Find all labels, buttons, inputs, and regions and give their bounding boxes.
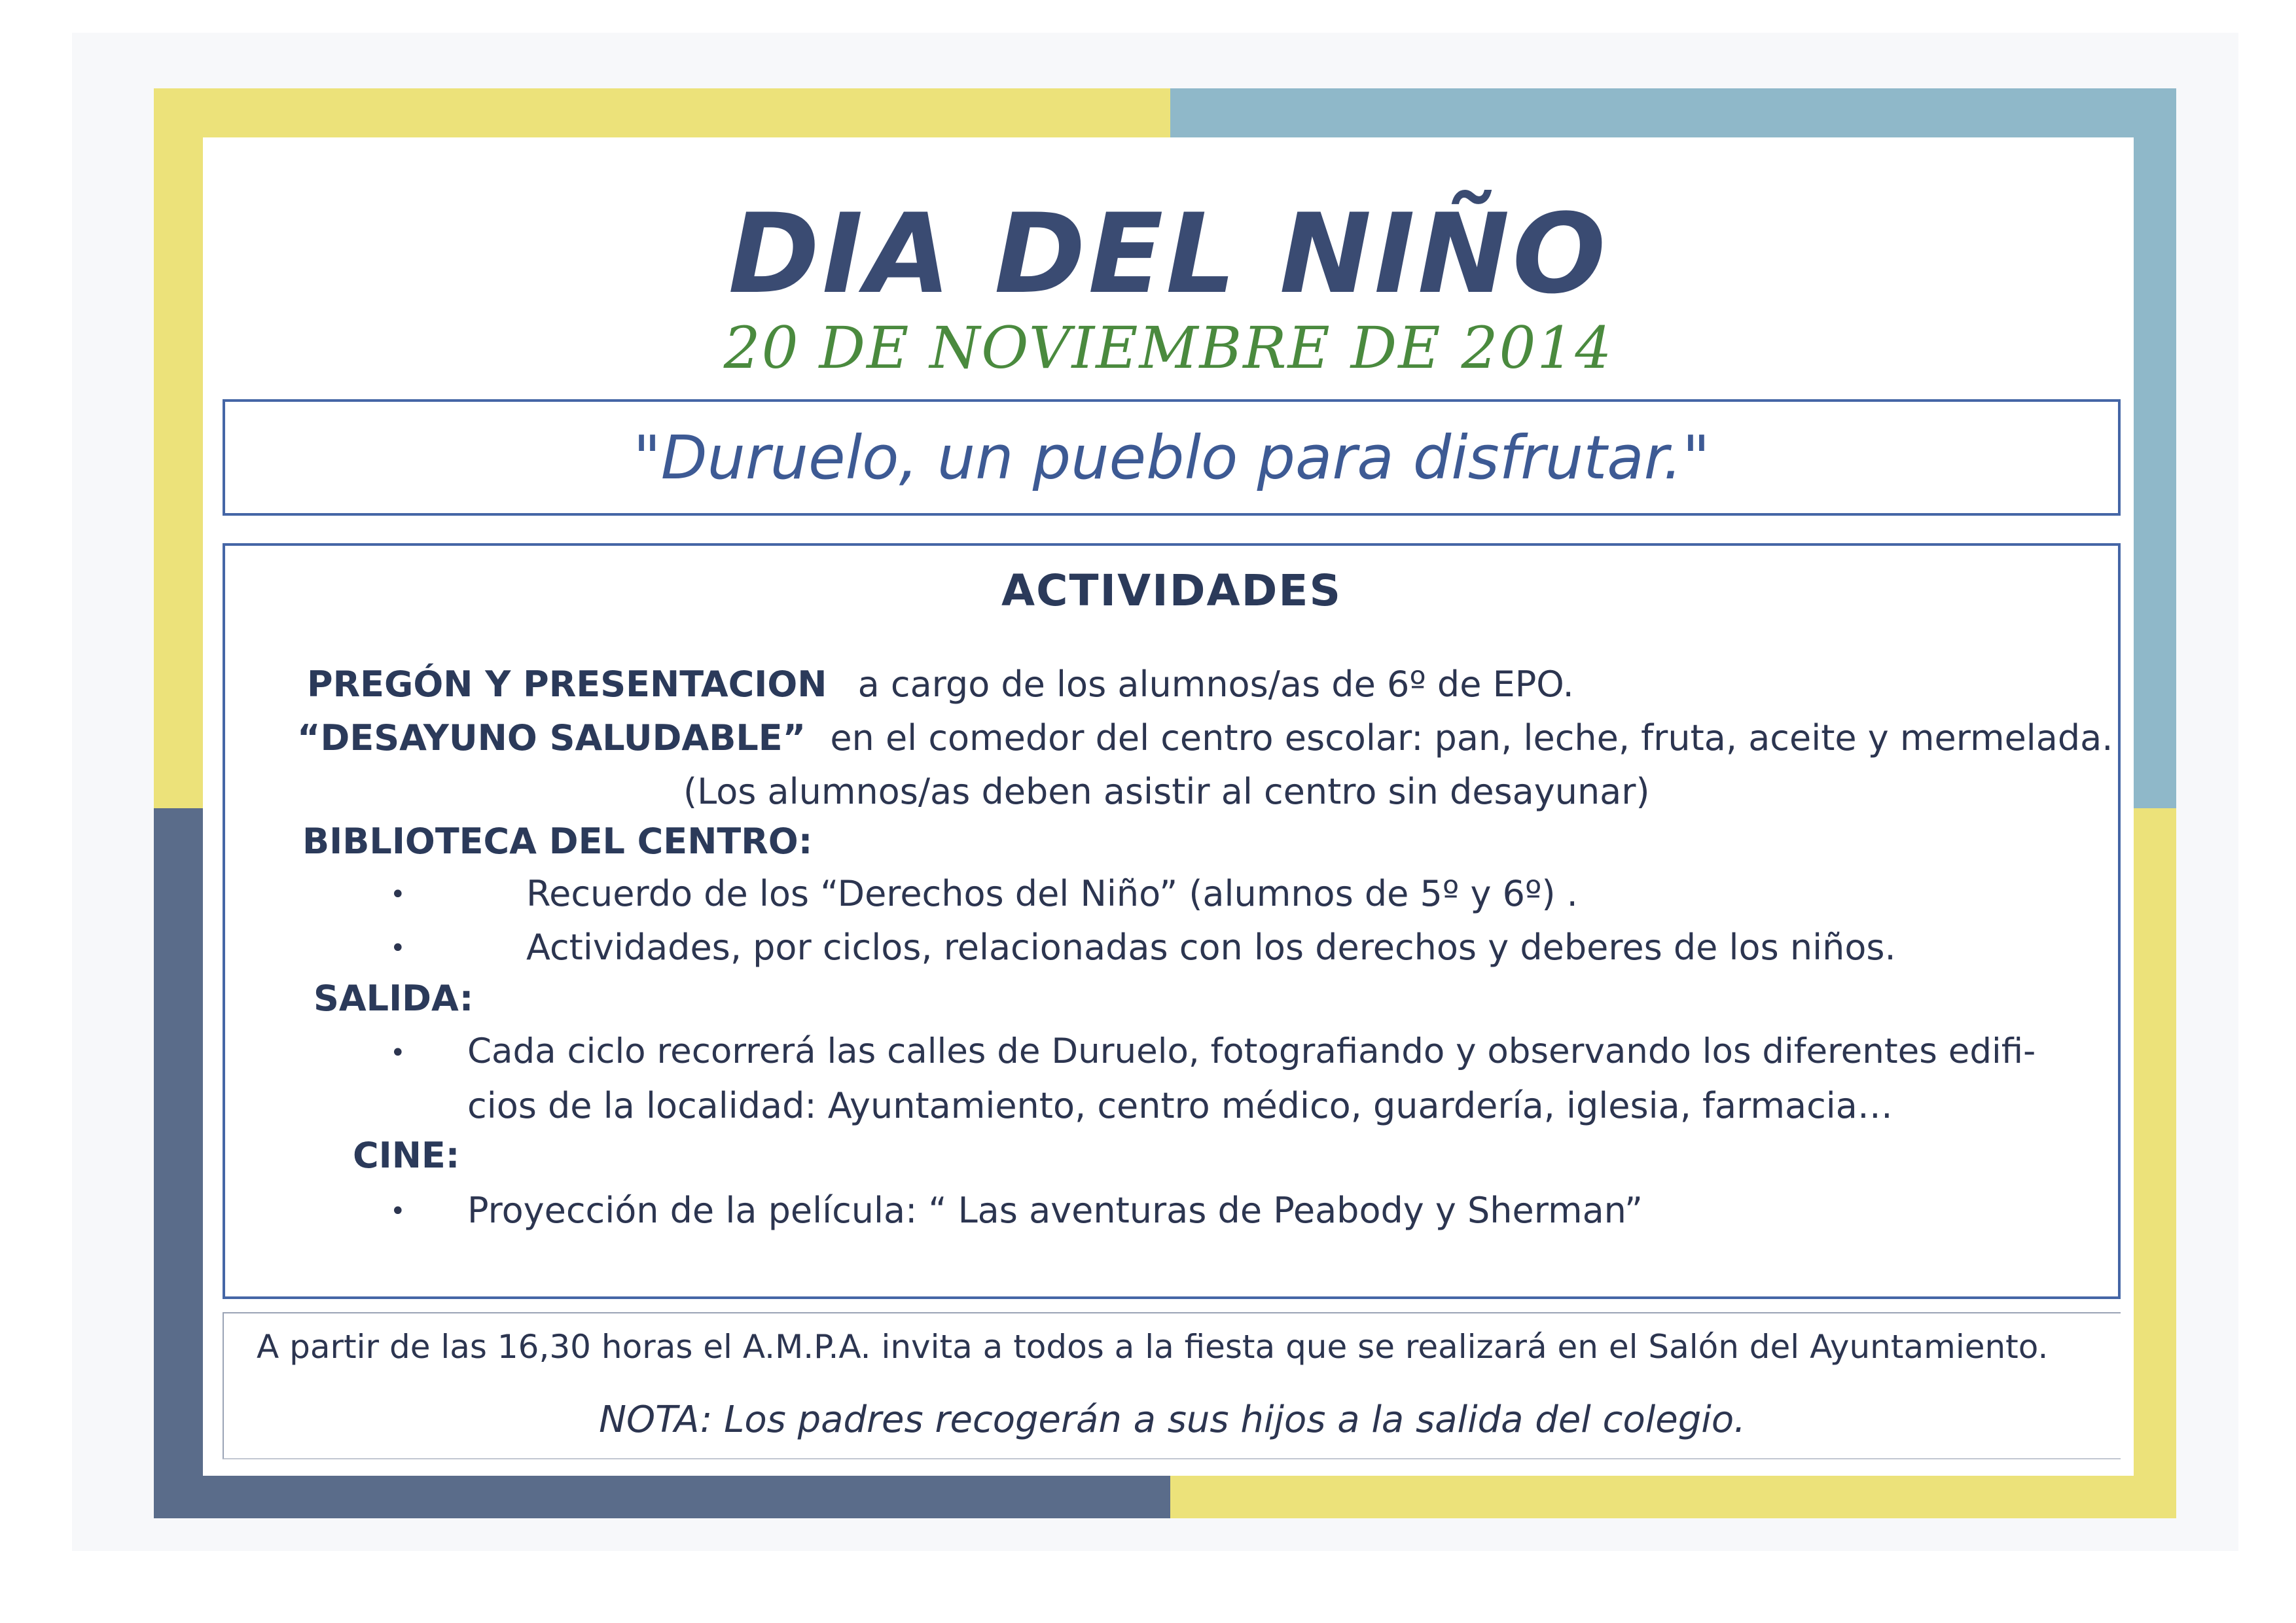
activities-title: ACTIVIDADES: [1001, 565, 1342, 616]
bullet-icon: •: [390, 1196, 406, 1226]
desayuno-text: en el comedor del centro escolar: pan, leche, fruta, aceite y mermelada.: [830, 717, 2113, 758]
bullet-icon: •: [390, 933, 406, 963]
bullet-icon: •: [390, 1038, 406, 1068]
activities-box: [223, 543, 2121, 1299]
desayuno-note: (Los alumnos/as deben asistir al centro sin desayunar): [683, 771, 1650, 812]
poster-content: [203, 137, 2134, 1476]
desayuno-line: [297, 717, 2113, 758]
salida-item-line1: Cada ciclo recorrerá las calles de Duruelo, fotografiando y observando los diferentes edifi-: [467, 1031, 2036, 1071]
pregon-text: a cargo de los alumnos/as de 6º de EPO.: [857, 664, 1574, 705]
footer-box: [223, 1312, 2121, 1459]
salida-heading: SALIDA:: [314, 978, 474, 1019]
cine-item: Proyección de la película: “ Las aventuras de Peabody y Sherman”: [467, 1190, 1643, 1231]
desayuno-heading: “DESAYUNO SALUDABLE”: [297, 717, 806, 758]
poster-date: 20 DE NOVIEMBRE DE 2014: [723, 314, 1613, 382]
cine-heading: CINE:: [353, 1135, 460, 1176]
motto-text: "Duruelo, un pueblo para disfrutar.": [633, 422, 1710, 493]
motto-box: [223, 399, 2121, 516]
biblioteca-heading: BIBLIOTECA DEL CENTRO:: [302, 821, 813, 862]
footer-text: A partir de las 16,30 horas el A.M.P.A. invita a todos a la fiesta que se realizará en el Salón del Ayuntamiento.: [257, 1328, 2049, 1366]
footer-note: NOTA: Los padres recogerán a sus hijos a la salida del colegio.: [599, 1399, 1746, 1441]
biblioteca-item-2: Actividades, por ciclos, relacionadas con los derechos y deberes de los niños.: [526, 927, 1896, 968]
salida-item-line2: cios de la localidad: Ayuntamiento, centro médico, guardería, iglesia, farmacia…: [467, 1085, 1893, 1126]
pregon-heading: PREGÓN Y PRESENTACION: [307, 664, 827, 705]
biblioteca-item-1: Recuerdo de los “Derechos del Niño” (alumnos de 5º y 6º) .: [526, 873, 1578, 914]
pregon-line: [307, 664, 1574, 705]
poster-title: DIA DEL NIÑO: [728, 190, 1609, 318]
bullet-icon: •: [390, 880, 406, 910]
